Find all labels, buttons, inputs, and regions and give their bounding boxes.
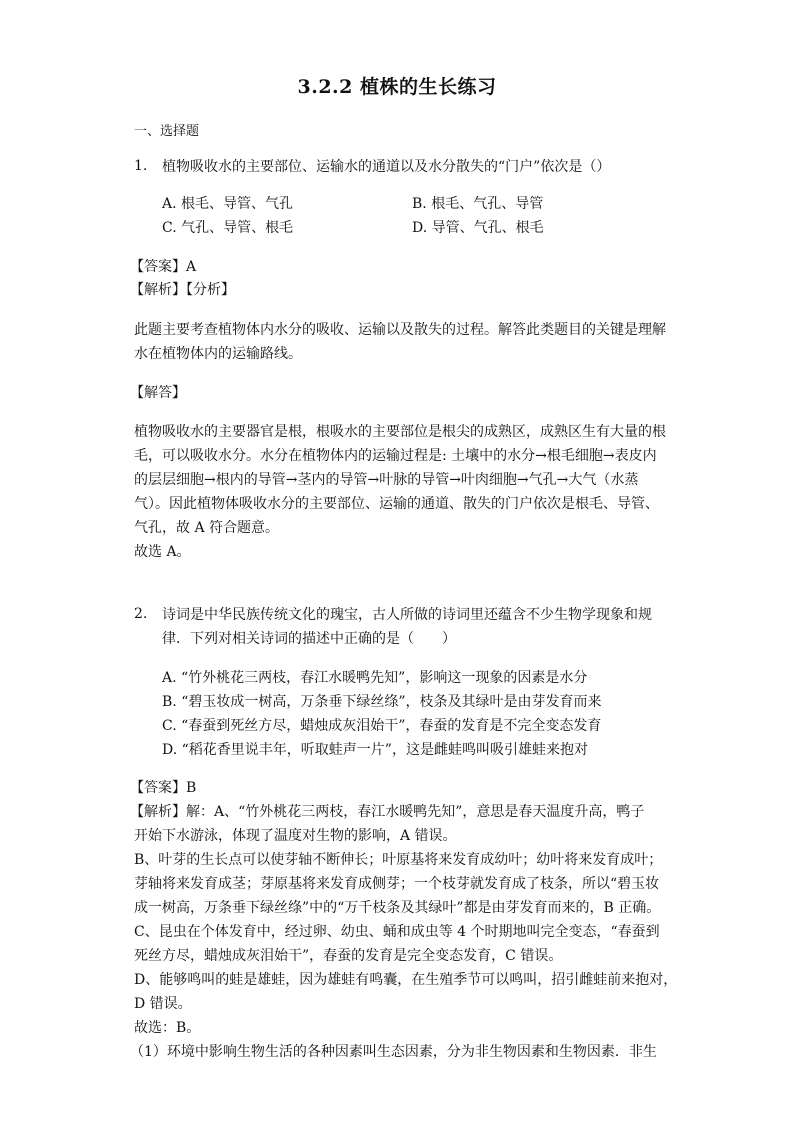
q2-analysis-line-8: D、能够鸣叫的蛙是雄蛙，因为雄蛙有鸣囊，在生殖季节可以鸣叫，招引雌蛙前来抱对，: [134, 972, 678, 988]
q2-answer: 【答案】B: [130, 780, 197, 796]
question-2-stem-line-1: 诗词是中华民族传统文化的瑰宝，古人所做的诗词里还蕴含不少生物学现象和规: [162, 607, 652, 623]
q2-option-c: C. “春蚕到死丝方尽，蜡烛成灰泪始干”，春蚕的发育是不完全变态发育: [162, 718, 602, 734]
page-title: 3.2.2 植株的生长练习: [297, 76, 497, 98]
q2-analysis-line-2: 开始下水游泳，体现了温度对生物的影响，A 错误。: [134, 828, 457, 844]
q1-solution-line-6: 故选 A。: [134, 544, 191, 560]
q2-analysis-line-9: D 错误。: [134, 996, 192, 1012]
q1-option-b: B. 根毛、气孔、导管: [412, 196, 544, 212]
q1-option-c: C. 气孔、导管、根毛: [162, 220, 294, 236]
q2-option-a: A. “竹外桃花三两枝，春江水暖鸭先知”，影响这一现象的因素是水分: [162, 670, 588, 686]
question-number-2: 2.: [134, 606, 148, 622]
question-1-stem: 植物吸收水的主要部位、运输水的通道以及水分散失的“门户”依次是（）: [162, 159, 611, 175]
q1-analysis-label: 【解析】【分析】: [130, 282, 235, 298]
q1-solution-line-2: 毛，可以吸收水分。水分在植物体内的运输过程是: 土壤中的水分→根毛细胞→表皮内: [134, 448, 657, 464]
q2-analysis-line-11: （1）环境中影响生物生活的各种因素叫生态因素，分为非生物因素和生物因素．非生: [130, 1044, 657, 1060]
q1-option-a: A. 根毛、导管、气孔: [162, 196, 294, 212]
q1-analysis-line-1: 此题主要考查植物体内水分的吸收、运输以及散失的过程。解答此类题目的关键是理解: [134, 322, 666, 338]
q1-solution-line-3: 的层层细胞→根内的导管→茎内的导管→叶脉的导管→叶肉细胞→气孔→大气（水蒸: [134, 472, 639, 488]
q2-analysis-line-4: 芽轴将来发育成茎；芽原基将来发育成侧芽；一个枝芽就发育成了枝条，所以“碧玉妆: [134, 876, 660, 892]
q1-option-d: D. 导管、气孔、根毛: [412, 220, 544, 236]
q2-analysis-line-10: 故选：B。: [134, 1020, 201, 1036]
q2-analysis-line-1: 【解析】解：A、“竹外桃花三两枝，春江水暖鸭先知”，意思是春天温度升高，鸭子: [130, 804, 645, 820]
section-heading: 一、选择题: [134, 124, 200, 139]
q1-solution-line-1: 植物吸收水的主要器官是根，根吸水的主要部位是根尖的成熟区，成熟区生有大量的根: [134, 424, 666, 440]
q1-solution-line-5: 气孔，故 A 符合题意。: [134, 520, 280, 536]
q1-answer: 【答案】A: [130, 259, 197, 275]
q2-option-d: D. “稻花香里说丰年，听取蛙声一片”，这是雌蛙鸣叫吸引雄蛙来抱对: [162, 742, 588, 758]
question-number-1: 1.: [134, 158, 148, 174]
q2-analysis-line-7: 死丝方尽，蜡烛成灰泪始干”，春蚕的发育是完全变态发育，C 错误。: [134, 948, 563, 964]
q2-option-b: B. “碧玉妆成一树高，万条垂下绿丝绦”，枝条及其绿叶是由芽发育而来: [162, 694, 602, 710]
q1-analysis-line-2: 水在植物体内的运输路线。: [134, 346, 302, 362]
q2-analysis-line-6: C、昆虫在个体发育中，经过卵、幼虫、蛹和成虫等 4 个时期地叫完全变态，“春蚕到: [134, 924, 660, 940]
q2-analysis-line-3: B、叶芽的生长点可以使芽轴不断伸长；叶原基将来发育成幼叶；幼叶将来发育成叶；: [134, 852, 663, 868]
q1-solution-label: 【解答】: [130, 385, 186, 401]
q1-solution-line-4: 气）。因此植物体吸收水分的主要部位、运输的通道、散失的门户依次是根毛、导管、: [134, 496, 659, 512]
question-2-stem-line-2: 律．下列对相关诗词的描述中正确的是（ ）: [162, 631, 456, 647]
q2-analysis-line-5: 成一树高，万条垂下绿丝绦”中的“万千枝条及其绿叶”都是由芽发育而来的，B 正确。: [134, 900, 661, 916]
